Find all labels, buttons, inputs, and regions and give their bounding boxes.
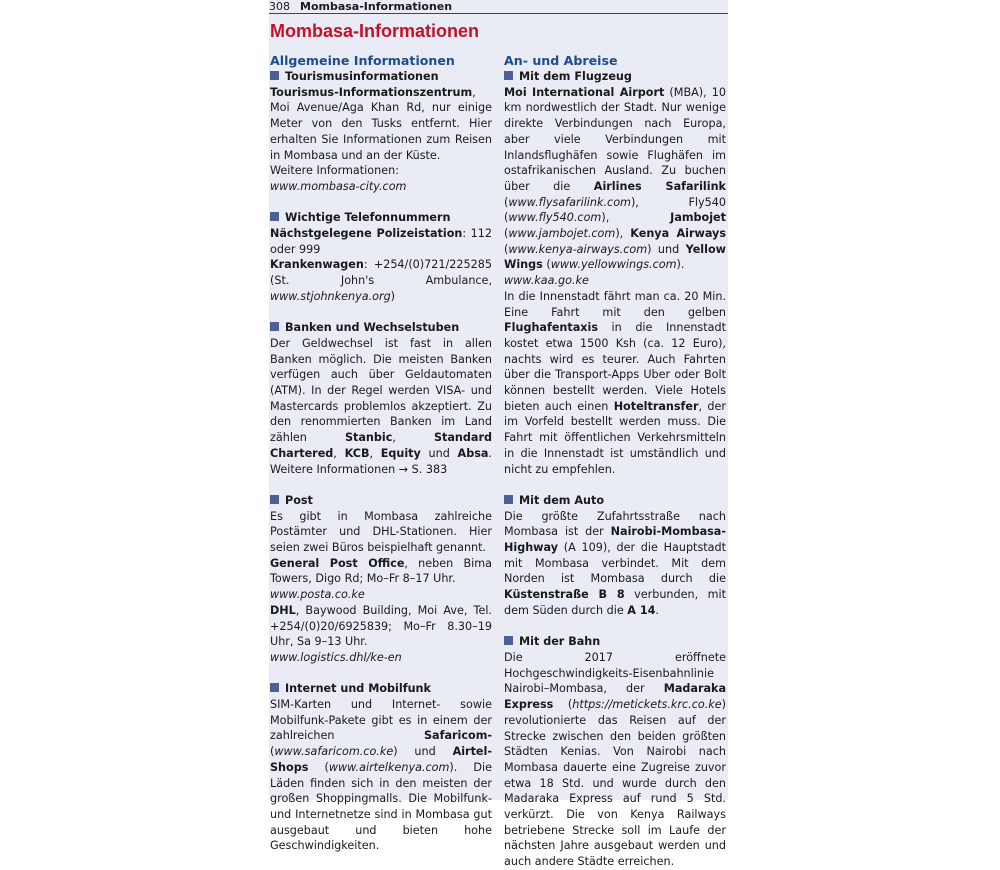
link-kaa[interactable]: www.kaa.go.ke: [504, 274, 589, 288]
section-title: Mit dem Auto: [504, 493, 726, 509]
page-title: Mombasa-Informationen: [270, 21, 480, 41]
left-column: [270, 52, 492, 854]
section-title: Mit dem Flugzeug: [504, 69, 726, 85]
section-internet: [270, 681, 492, 854]
square-bullet-icon: [270, 322, 279, 331]
section-title: Wichtige Telefonnummern: [270, 210, 492, 226]
link-safaricom[interactable]: www.safaricom.co.ke: [274, 745, 394, 759]
section-train: [504, 634, 726, 870]
link-dhl[interactable]: www.logistics.dhl/ke-en: [270, 650, 402, 664]
running-head: [269, 0, 728, 14]
section-plane: [504, 69, 726, 477]
link-mombasa-city[interactable]: www.mombasa-city.com: [270, 179, 407, 193]
square-bullet-icon: [504, 636, 513, 645]
link-posta[interactable]: www.posta.co.ke: [270, 588, 365, 602]
section-tourism: [270, 69, 492, 195]
link-stjohnkenya[interactable]: www.stjohnkenya.org: [270, 289, 391, 303]
page-number: 308: [269, 0, 290, 13]
section-text: Moi International Airport (MBA), 10 km nordwestlich der Stadt. Nur wenige direkte Verbindungen nach Europa, aber viele Verbindungen mit Inlandsflughäfen sowie Flughäfen im ostafrikanischen Ausland. Zu buchen über die Airlines Safarilink (www.flysafarilink.com), Fly540 (www.fly540.com), Jambojet (www.jambojet.com), Kenya Airways (www.kenya-airways.com) und Yellow Wings (www.yellowwings.com). www.kaa.go.ke In die Innenstadt fährt man ca. 20 Min. Eine Fahrt mit den gelben Flughafentaxis in die Innenstadt kostet etwa 1500 Ksh (ca. 12 Euro), nachts wird es teurer. Auch Fahrten über die Transport-Apps Uber oder Bolt können bestellt werden. Viele Hotels bieten auch einen Hoteltransfer, der im Vorfeld bestellt werden muss. Die Fahrt mit öffentlichen Verkehrsmitteln in die Innenstadt ist umständlich und nicht zu empfehlen.: [504, 85, 726, 476]
section-text: Die 2017 eröffnete Hochgeschwindigkeits-Eisenbahnlinie Nairobi–Mombasa, der Madaraka Express (https://metickets.krc.co.ke) revolutionierte das Reisen auf der Strecke zwischen den beiden größten Städten Kenias. Von Nairobi nach Mombasa dauerte eine Zugreise zuvor etwa 18 Std. und wurde durch den Madaraka Express auf rund 5 Std. verkürzt. Die von Kenya Railways betriebene Strecke soll im Laufe der nächsten Jahre ausgebaut werden und auch andere Städte erreichen.: [504, 650, 726, 869]
square-bullet-icon: [504, 495, 513, 504]
link-flysafarilink[interactable]: www.flysafarilink.com: [508, 195, 631, 209]
square-bullet-icon: [504, 71, 513, 80]
right-column: [504, 52, 726, 870]
section-text: Tourismus-Informationszentrum, Moi Avenue/Aga Khan Rd, nur einige Meter von den Tusks entfernt. Hier erhalten Sie Informationen zum Reisen in Mombasa und an der Küste. Weitere Informationen: www.mombasa-city.com: [270, 85, 492, 193]
section-text: SIM-Karten und Internet- sowie Mobilfunk-Pakete gibt es in einem der zahlreichen Safaricom- (www.safaricom.co.ke) und Airtel-Shops (www.airtelkenya.com). Die Läden finden sich in den meisten der großen Shoppingmalls. Die Mobilfunk- und Internetnetze sind in Mombasa gut ausgebaut und bieten hohe Geschwindigkeiten.: [270, 698, 492, 853]
section-title: Tourismusinformationen: [270, 69, 492, 85]
link-kenya-airways[interactable]: www.kenya-airways.com: [508, 242, 648, 256]
section-banks: [270, 320, 492, 477]
link-fly540[interactable]: www.fly540.com: [508, 211, 602, 225]
square-bullet-icon: [270, 71, 279, 80]
square-bullet-icon: [270, 212, 279, 221]
link-airtel[interactable]: www.airtelkenya.com: [328, 760, 450, 774]
book-page: [269, 0, 728, 869]
running-title: Mombasa-Informationen: [300, 0, 453, 13]
section-title: Banken und Wechselstuben: [270, 320, 492, 336]
link-metickets[interactable]: https://metickets.krc.co.ke: [572, 698, 722, 712]
section-title: Post: [270, 493, 492, 509]
square-bullet-icon: [270, 495, 279, 504]
section-title: Internet und Mobilfunk: [270, 681, 492, 697]
section-car: [504, 493, 726, 619]
section-text: Der Geldwechsel ist fast in allen Banken möglich. Die meisten Banken verfügen auch über Geldautomaten (ATM). In der Regel werden VISA- und Mastercards problemlos akzeptiert. Zu den renommierten Banken im Land zählen Stanbic, Standard Chartered, KCB, Equity und Absa. Weitere Informationen → S. 383: [270, 336, 492, 476]
section-title: Mit der Bahn: [504, 634, 726, 650]
column-heading-travel: An- und Abreise: [504, 53, 618, 68]
section-phones: [270, 210, 492, 304]
column-heading-general: Allgemeine Informationen: [270, 53, 455, 68]
link-yellowwings[interactable]: www.yellowwings.com: [550, 258, 677, 272]
square-bullet-icon: [270, 683, 279, 692]
section-text: Die größte Zufahrtsstraße nach Mombasa ist der Nairobi-Mombasa-Highway (A 109), der die Hauptstadt mit Mombasa verbindet. Mit dem Norden ist Mombasa durch die Küstenstraße B 8 verbunden, mit dem Süden durch die A 14.: [504, 509, 726, 617]
section-text: Nächstgelegene Polizeistation: 112 oder 999 Krankenwagen: +254/(0)721/225285 (St. John's Ambulance, www.stjohnkenya.org): [270, 227, 492, 303]
link-jambojet[interactable]: www.jambojet.com: [508, 227, 616, 241]
section-post: [270, 493, 492, 666]
section-text: Es gibt in Mombasa zahlreiche Postämter und DHL-Stationen. Hier seien zwei Büros beispielhaft genannt. General Post Office, neben Bima Towers, Digo Rd; Mo–Fr 8–17 Uhr. www.posta.co.ke DHL, Baywood Building, Moi Ave, Tel. +254/(0)20/6925839; Mo–Fr 8.30–19 Uhr, Sa 9–13 Uhr. www.logistics.dhl/ke-en: [270, 509, 492, 664]
